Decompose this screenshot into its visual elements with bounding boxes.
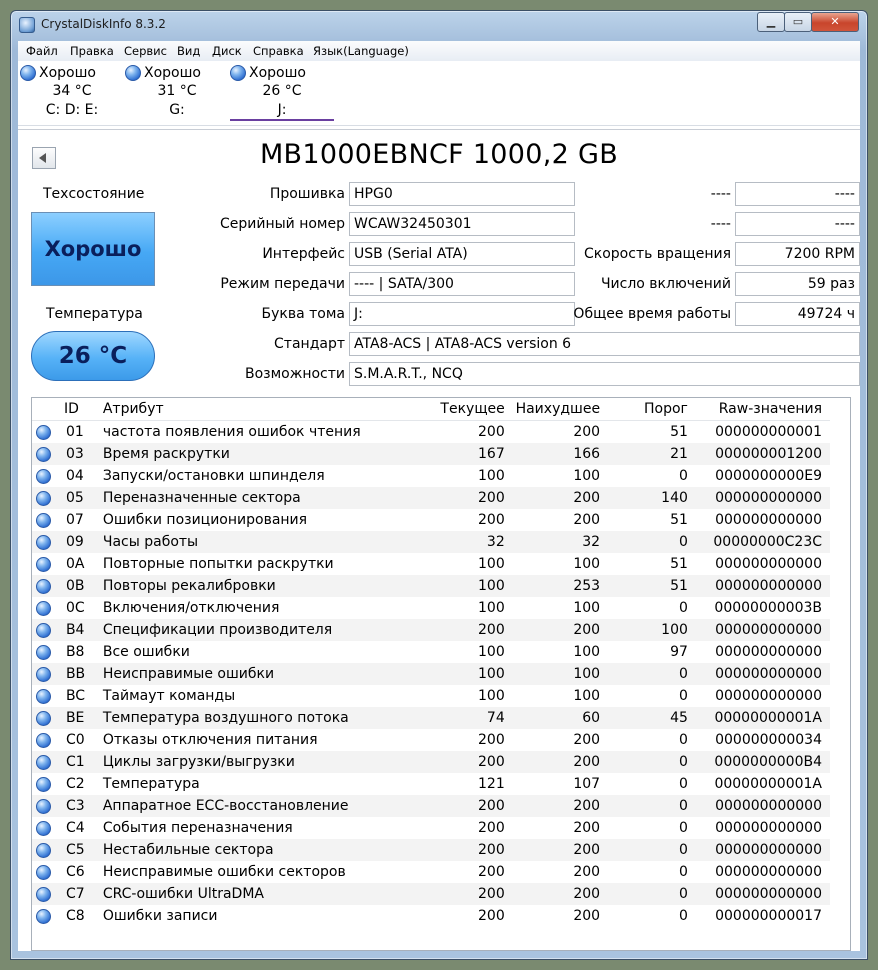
temperature-badge[interactable]: 26 °C	[31, 331, 155, 381]
volume-letter-field: J:	[349, 302, 575, 326]
transfer-mode-field: ---- | SATA/300	[349, 272, 575, 296]
cell-current: 200	[428, 619, 513, 641]
status-orb-icon	[36, 799, 51, 814]
cell-current: 167	[428, 443, 513, 465]
status-cell	[32, 575, 56, 597]
menu-file[interactable]: Файл	[26, 44, 58, 58]
cell-raw: 00000000C23C	[696, 531, 830, 553]
drive-status: Хорошо	[144, 65, 201, 81]
cell-threshold: 0	[678, 600, 688, 616]
firmware-label: Прошивка	[269, 186, 345, 202]
menu-help[interactable]: Справка	[253, 44, 304, 58]
cell-attribute: частота появления ошибок чтения	[102, 424, 361, 440]
cell-attribute: Нестабильные сектора	[99, 839, 428, 861]
table-row[interactable]	[32, 707, 830, 729]
cell-id: C8	[65, 908, 85, 924]
title-bar[interactable]	[11, 11, 867, 39]
status-orb-icon	[36, 733, 51, 748]
cell-id: C3	[56, 795, 99, 817]
cell-attribute: Включения/отключения	[102, 600, 280, 616]
cell-raw: 000000000000	[696, 839, 830, 861]
status-cell	[32, 619, 56, 641]
menu-bar	[18, 41, 860, 62]
table-row[interactable]	[32, 421, 830, 444]
cell-current: 200	[428, 839, 513, 861]
cell-worst: 100	[573, 688, 601, 704]
volume-letter-label: Буква тома	[261, 306, 345, 322]
status-cell	[32, 597, 56, 619]
drive-temp: 34 °C	[52, 83, 92, 99]
status-cell	[32, 817, 56, 839]
status-orb-icon	[36, 557, 51, 572]
cell-worst: 100	[573, 556, 601, 572]
cell-raw: 000000000000	[696, 795, 830, 817]
drive-letters: J:	[277, 102, 287, 118]
standard-field: ATA8-ACS | ATA8-ACS version 6	[349, 332, 860, 356]
cell-worst: 200	[573, 908, 601, 924]
cell-id: 09	[56, 531, 99, 553]
table-row[interactable]	[32, 751, 830, 773]
cell-raw: 000000000000	[715, 512, 822, 528]
status-cell	[32, 553, 56, 575]
status-orb-icon	[36, 601, 51, 616]
cell-threshold: 51	[670, 424, 688, 440]
cell-raw: 000000000000	[696, 883, 830, 905]
status-orb-icon	[36, 755, 51, 770]
cell-id: 05	[56, 487, 99, 509]
cell-threshold: 0	[678, 776, 688, 792]
cell-raw: 00000000001A	[714, 776, 822, 792]
status-orb-icon	[36, 579, 51, 594]
cell-worst: 200	[573, 732, 601, 748]
cell-threshold: 0	[678, 468, 688, 484]
cell-threshold: 97	[670, 644, 688, 660]
status-cell	[32, 641, 56, 663]
drive-letters: G:	[169, 102, 185, 118]
cell-raw: 000000000000	[696, 487, 830, 509]
cell-worst: 200	[513, 883, 608, 905]
interface-field: USB (Serial ATA)	[349, 242, 575, 266]
main-panel	[18, 61, 860, 951]
cell-worst: 107	[573, 776, 601, 792]
cell-threshold: 0	[678, 732, 688, 748]
cell-id: C4	[65, 820, 85, 836]
cell-id: 01	[65, 424, 84, 440]
cell-threshold: 51	[670, 556, 688, 572]
cell-worst: 100	[573, 600, 601, 616]
cell-threshold: 21	[608, 443, 696, 465]
cell-current: 200	[478, 512, 505, 528]
cell-current: 200	[478, 732, 505, 748]
cell-worst: 200	[513, 487, 608, 509]
cell-attribute: Спецификации производителя	[99, 619, 428, 641]
cell-id: 07	[65, 512, 84, 528]
cell-attribute: Температура	[102, 776, 200, 792]
cell-worst: 200	[513, 839, 608, 861]
drive-status: Хорошо	[39, 65, 96, 81]
drive-letters: C: D: E:	[45, 102, 99, 118]
cell-attribute: Повторные попытки раскрутки	[102, 556, 334, 572]
status-orb-icon	[36, 821, 51, 836]
cell-threshold: 0	[608, 663, 696, 685]
close-button[interactable]: ✕	[811, 12, 859, 32]
cell-id: 03	[56, 443, 99, 465]
status-cell	[32, 839, 56, 861]
cell-threshold: 0	[608, 751, 696, 773]
table-row[interactable]	[32, 839, 830, 861]
status-orb-icon	[36, 777, 51, 792]
table-row[interactable]	[32, 663, 830, 685]
cell-worst: 100	[573, 644, 601, 660]
status-cell	[32, 443, 56, 465]
cell-raw: 00000000003B	[714, 600, 822, 616]
cell-id: B4	[56, 619, 99, 641]
cell-worst: 100	[573, 468, 601, 484]
cell-worst: 200	[573, 820, 601, 836]
cell-current: 100	[428, 575, 513, 597]
cell-raw: 00000000001A	[696, 707, 830, 729]
cell-raw: 000000000000	[696, 575, 830, 597]
serial-label: Серийный номер	[219, 216, 345, 232]
cell-worst: 166	[513, 443, 608, 465]
cell-current: 200	[428, 751, 513, 773]
rotation-field: 7200 RPM	[735, 242, 860, 266]
power-hours-field: 49724 ч	[735, 302, 860, 326]
drive-temp: 26 °C	[262, 83, 302, 99]
cell-current: 100	[478, 468, 505, 484]
cell-worst: 200	[573, 512, 601, 528]
menu-edit[interactable]: Правка	[70, 44, 114, 58]
drive-tab-3[interactable]	[230, 63, 334, 121]
status-orb-icon	[36, 865, 51, 880]
status-orb-icon	[125, 65, 141, 81]
cell-id: 0C	[65, 600, 85, 616]
reserved-field-2: ----	[735, 212, 860, 236]
cell-current: 200	[428, 883, 513, 905]
status-cell	[32, 465, 56, 487]
status-orb-icon	[36, 623, 51, 638]
cell-current: 200	[478, 864, 505, 880]
cell-current: 200	[478, 820, 505, 836]
cell-attribute: Ошибки записи	[102, 908, 218, 924]
features-field: S.M.A.R.T., NCQ	[349, 362, 860, 386]
drive-tab-2[interactable]	[125, 63, 229, 119]
cell-attribute: Все ошибки	[102, 644, 190, 660]
window-title: CrystalDiskInfo 8.3.2	[41, 17, 166, 31]
header-current[interactable]: Текущее	[428, 398, 513, 421]
cell-id: BE	[56, 707, 99, 729]
cell-attribute: Неисправимые ошибки	[99, 663, 428, 685]
cell-id: C0	[65, 732, 85, 748]
header-worst[interactable]: Наихудшее	[513, 398, 608, 421]
status-orb-icon	[36, 711, 51, 726]
cell-attribute: Ошибки позиционирования	[102, 512, 308, 528]
power-hours-label: Общее время работы	[573, 306, 731, 322]
cell-current: 100	[428, 663, 513, 685]
standard-label: Стандарт	[274, 336, 345, 352]
transfer-mode-label: Режим передачи	[220, 276, 345, 292]
power-count-field: 59 раз	[735, 272, 860, 296]
cell-threshold: 100	[608, 619, 696, 641]
table-row[interactable]	[32, 443, 830, 465]
cell-raw: 000000000001	[715, 424, 822, 440]
cell-raw: 000000000000	[715, 864, 822, 880]
table-row[interactable]	[32, 817, 830, 839]
minimize-button[interactable]: ▁	[757, 12, 785, 32]
cell-current: 200	[428, 795, 513, 817]
cell-threshold: 51	[608, 575, 696, 597]
table-row[interactable]	[32, 729, 830, 751]
table-row[interactable]	[32, 487, 830, 509]
menu-language[interactable]: Язык(Language)	[313, 44, 409, 58]
status-cell	[32, 751, 56, 773]
menu-service[interactable]: Сервис	[124, 44, 167, 58]
table-row[interactable]	[32, 597, 830, 619]
cell-raw: 000000000000	[715, 688, 822, 704]
cell-worst: 32	[513, 531, 608, 553]
status-cell	[32, 883, 56, 905]
cell-threshold: 0	[678, 820, 688, 836]
table-row[interactable]	[32, 883, 830, 905]
status-cell	[32, 421, 56, 444]
health-status-badge[interactable]: Хорошо	[31, 212, 155, 286]
status-cell	[32, 531, 56, 553]
cell-raw: 000000000034	[715, 732, 822, 748]
cell-id: C5	[56, 839, 99, 861]
cell-attribute: Отказы отключения питания	[102, 732, 318, 748]
cell-raw: 000000000000	[715, 820, 822, 836]
status-orb-icon	[36, 513, 51, 528]
cell-raw: 000000000017	[715, 908, 822, 924]
status-cell	[32, 663, 56, 685]
cell-attribute: Циклы загрузки/выгрузки	[99, 751, 428, 773]
cell-id: C7	[56, 883, 99, 905]
cell-threshold: 0	[678, 908, 688, 924]
cell-attribute: Запуски/остановки шпинделя	[102, 468, 325, 484]
cell-attribute: Переназначенные сектора	[99, 487, 428, 509]
cell-raw: 000000000000	[715, 556, 822, 572]
cell-attribute: CRC-ошибки UltraDMA	[99, 883, 428, 905]
table-row[interactable]	[32, 465, 830, 487]
cell-threshold: 51	[670, 512, 688, 528]
table-row[interactable]	[32, 641, 830, 663]
table-row[interactable]	[32, 553, 830, 575]
cell-current: 200	[478, 908, 505, 924]
cell-threshold: 140	[608, 487, 696, 509]
status-orb-icon	[36, 645, 51, 660]
cell-attribute: Часы работы	[99, 531, 428, 553]
cell-raw: 000000000000	[715, 644, 822, 660]
features-label: Возможности	[244, 366, 345, 382]
cell-threshold: 0	[608, 883, 696, 905]
status-cell	[32, 795, 56, 817]
table-row[interactable]	[32, 861, 830, 883]
status-cell	[32, 729, 56, 751]
cell-id: C1	[56, 751, 99, 773]
table-row[interactable]	[32, 531, 830, 553]
cell-current: 100	[478, 556, 505, 572]
drive-tab-1[interactable]	[20, 63, 124, 119]
header-attribute[interactable]: Атрибут	[99, 398, 428, 421]
status-cell	[32, 773, 56, 795]
cell-current: 32	[428, 531, 513, 553]
status-orb-icon	[36, 843, 51, 858]
cell-raw: 0000000000B4	[696, 751, 830, 773]
status-orb-icon	[36, 689, 51, 704]
table-row[interactable]	[32, 795, 830, 817]
cell-threshold: 0	[608, 795, 696, 817]
status-orb-icon	[36, 667, 51, 682]
cell-worst: 200	[573, 424, 601, 440]
status-cell	[32, 905, 56, 927]
rotation-label: Скорость вращения	[584, 246, 731, 262]
maximize-button[interactable]: ▭	[784, 12, 812, 32]
cell-threshold: 45	[608, 707, 696, 729]
health-caption: Техсостояние	[43, 186, 145, 202]
status-cell	[32, 487, 56, 509]
cell-id: 0A	[65, 556, 85, 572]
temperature-caption: Температура	[46, 306, 143, 322]
cell-worst: 200	[513, 619, 608, 641]
menu-disk[interactable]: Диск	[212, 44, 242, 58]
cell-current: 74	[428, 707, 513, 729]
status-orb-icon	[36, 535, 51, 550]
cell-current: 121	[478, 776, 505, 792]
cell-worst: 200	[573, 864, 601, 880]
status-orb-icon	[36, 469, 51, 484]
table-row[interactable]	[32, 905, 830, 927]
status-orb-icon	[36, 425, 51, 440]
cell-worst: 100	[513, 663, 608, 685]
cell-threshold: 0	[608, 839, 696, 861]
cell-attribute: Температура воздушного потока	[99, 707, 428, 729]
smart-table[interactable]	[31, 397, 851, 951]
reserved-label-2: ----	[710, 216, 731, 232]
reserved-label-1: ----	[710, 186, 731, 202]
table-row[interactable]	[32, 619, 830, 641]
cell-attribute: Таймаут команды	[102, 688, 236, 704]
menu-view[interactable]: Вид	[177, 44, 201, 58]
cell-current: 200	[428, 487, 513, 509]
header-status	[32, 398, 56, 421]
status-orb-icon	[230, 65, 246, 81]
cell-current: 100	[478, 644, 505, 660]
drive-temp: 31 °C	[157, 83, 197, 99]
cell-attribute: Повторы рекалибровки	[99, 575, 428, 597]
table-row[interactable]	[32, 773, 830, 795]
cell-threshold: 0	[678, 688, 688, 704]
cell-attribute: События переназначения	[102, 820, 293, 836]
table-header-row	[32, 398, 830, 421]
table-row[interactable]	[32, 509, 830, 531]
header-threshold[interactable]: Порог	[608, 398, 696, 421]
serial-field: WCAW32450301	[349, 212, 575, 236]
status-orb-icon	[36, 491, 51, 506]
reserved-field-1: ----	[735, 182, 860, 206]
cell-id: 0B	[56, 575, 99, 597]
cell-id: C2	[65, 776, 85, 792]
table-row[interactable]	[32, 685, 830, 707]
cell-raw: 000000000000	[696, 663, 830, 685]
header-id[interactable]: ID	[56, 398, 99, 421]
header-raw[interactable]: Raw-значения	[696, 398, 830, 421]
tabs-divider	[18, 129, 860, 130]
cell-id: BC	[65, 688, 86, 704]
cell-id: 04	[65, 468, 84, 484]
firmware-field: HPG0	[349, 182, 575, 206]
status-cell	[32, 685, 56, 707]
app-icon	[19, 17, 35, 33]
cell-worst: 60	[513, 707, 608, 729]
cell-current: 100	[478, 600, 505, 616]
cell-worst: 253	[513, 575, 608, 597]
drive-status: Хорошо	[249, 65, 306, 81]
cell-threshold: 0	[678, 864, 688, 880]
app-window	[10, 10, 868, 960]
cell-current: 100	[478, 688, 505, 704]
cell-attribute: Неисправимые ошибки секторов	[102, 864, 346, 880]
cell-raw: 0000000000E9	[715, 468, 822, 484]
cell-id: C6	[65, 864, 85, 880]
table-row[interactable]	[32, 575, 830, 597]
cell-worst: 200	[513, 795, 608, 817]
cell-id: BB	[56, 663, 99, 685]
interface-label: Интерфейс	[262, 246, 345, 262]
cell-attribute: Время раскрутки	[99, 443, 428, 465]
status-orb-icon	[36, 887, 51, 902]
cell-attribute: Аппаратное ECC-восстановление	[99, 795, 428, 817]
cell-id: B8	[65, 644, 85, 660]
status-cell	[32, 509, 56, 531]
cell-raw: 000000000000	[696, 619, 830, 641]
cell-raw: 000000001200	[696, 443, 830, 465]
tabs-divider	[18, 125, 860, 126]
status-orb-icon	[20, 65, 36, 81]
status-cell	[32, 707, 56, 729]
cell-threshold: 0	[608, 531, 696, 553]
status-cell	[32, 861, 56, 883]
cell-worst: 200	[513, 751, 608, 773]
status-orb-icon	[36, 909, 51, 924]
power-count-label: Число включений	[600, 276, 731, 292]
status-orb-icon	[36, 447, 51, 462]
disk-model-title: MB1000EBNCF 1000,2 GB	[259, 139, 619, 170]
cell-current: 200	[478, 424, 505, 440]
